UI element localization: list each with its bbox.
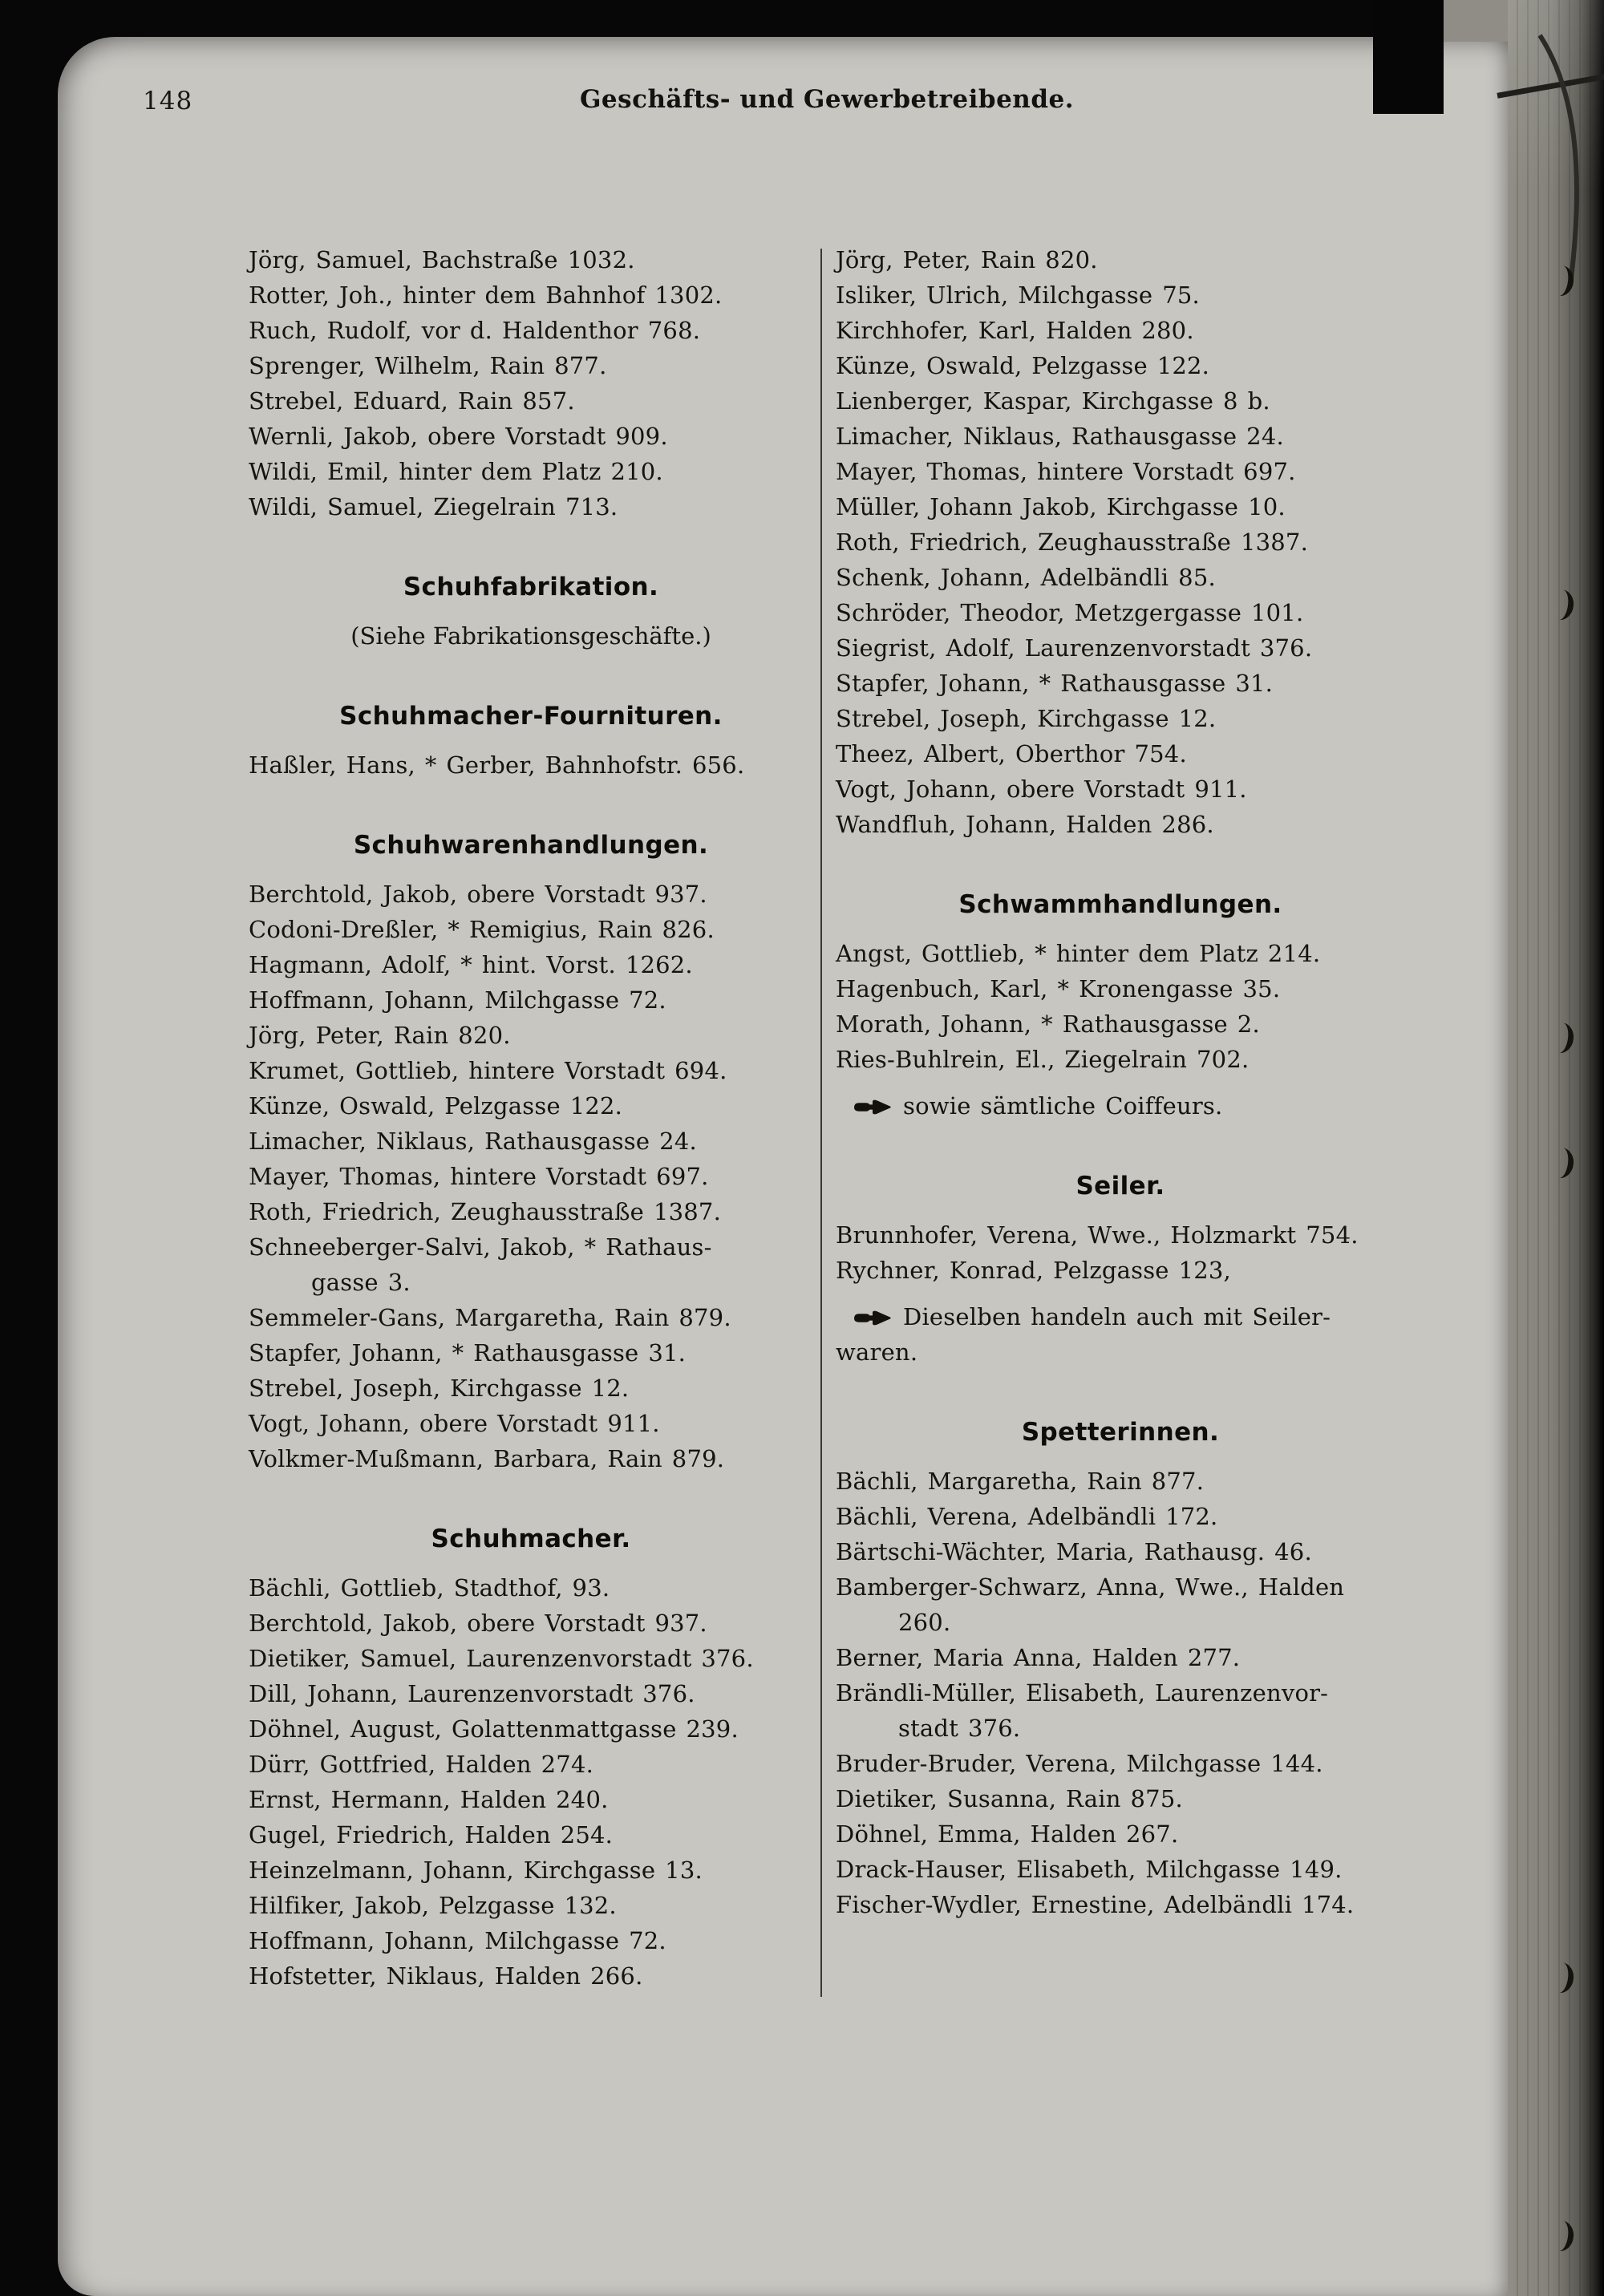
directory-entry: Volkmer-Mußmann, Barbara, Rain 879. xyxy=(249,1445,725,1472)
directory-entry: Rychner, Konrad, Pelzgasse 123, xyxy=(836,1257,1231,1284)
directory-entry: Wildi, Samuel, Ziegelrain 713. xyxy=(249,493,618,520)
section-heading: Schuhwarenhandlungen. xyxy=(353,831,709,860)
directory-entry: Berchtold, Jakob, obere Vorstadt 937. xyxy=(249,1610,707,1637)
directory-entry: Döhnel, August, Golattenmattgasse 239. xyxy=(249,1715,739,1743)
directory-entry: Künze, Oswald, Pelzgasse 122. xyxy=(249,1092,623,1120)
entry-group xyxy=(249,242,813,524)
page-header-row xyxy=(143,85,1405,124)
directory-entry: Hoffmann, Johann, Milchgasse 72. xyxy=(249,1927,666,1954)
directory-entry: Berchtold, Jakob, obere Vorstadt 937. xyxy=(249,881,707,908)
entry-group xyxy=(836,242,1405,842)
directory-entry: Limacher, Niklaus, Rathausgasse 24. xyxy=(249,1128,697,1155)
entry-group xyxy=(249,747,813,783)
directory-entry: Heinzelmann, Johann, Kirchgasse 13. xyxy=(249,1857,703,1884)
directory-entry: Gugel, Friedrich, Halden 254. xyxy=(249,1821,614,1849)
section-heading: Schuhmacher-Fournituren. xyxy=(339,702,723,731)
page-edge-top xyxy=(1444,0,1508,42)
directory-entry: Ernst, Hermann, Halden 240. xyxy=(249,1786,609,1813)
directory-entry: Hoffmann, Johann, Milchgasse 72. xyxy=(249,986,666,1014)
right-column xyxy=(836,242,1405,1922)
directory-entry: Stapfer, Johann, * Rathausgasse 31. xyxy=(836,670,1274,697)
page-curl-line xyxy=(1529,34,1604,290)
directory-entry: Drack-Hauser, Elisabeth, Milchgasse 149. xyxy=(836,1856,1343,1883)
directory-entry: Ries-Buhlrein, El., Ziegelrain 702. xyxy=(836,1046,1250,1073)
directory-entry: Brändli-Müller, Elisabeth, Laurenzenvor- xyxy=(836,1679,1329,1707)
paper-page xyxy=(58,37,1508,2296)
directory-entry: Roth, Friedrich, Zeughausstraße 1387. xyxy=(836,528,1308,556)
directory-entry: Bärtschi-Wächter, Maria, Rathausg. 46. xyxy=(836,1538,1312,1565)
directory-entry-continuation: 260. xyxy=(898,1609,951,1636)
book-corner-shadow xyxy=(1373,0,1444,114)
directory-entry: Wandfluh, Johann, Halden 286. xyxy=(836,811,1214,838)
directory-entry: Angst, Gottlieb, * hinter dem Platz 214. xyxy=(836,940,1321,967)
directory-entry: Bächli, Margaretha, Rain 877. xyxy=(836,1468,1205,1495)
directory-entry: Künze, Oswald, Pelzgasse 122. xyxy=(836,352,1210,379)
directory-entry: Haßler, Hans, * Gerber, Bahnhofstr. 656. xyxy=(249,751,745,779)
directory-entry-continuation: stadt 376. xyxy=(898,1715,1021,1742)
directory-entry: Stapfer, Johann, * Rathausgasse 31. xyxy=(249,1339,687,1367)
directory-entry: Berner, Maria Anna, Halden 277. xyxy=(836,1644,1241,1671)
directory-entry: Codoni-Dreßler, * Remigius, Rain 826. xyxy=(249,916,715,943)
directory-entry: Theez, Albert, Oberthor 754. xyxy=(836,740,1187,767)
directory-entry: Roth, Friedrich, Zeughausstraße 1387. xyxy=(249,1198,721,1225)
directory-entry: Mayer, Thomas, hintere Vorstadt 697. xyxy=(836,458,1296,485)
directory-entry: Fischer-Wydler, Ernestine, Adelbändli 174. xyxy=(836,1891,1355,1918)
directory-entry: Müller, Johann Jakob, Kirchgasse 10. xyxy=(836,493,1286,520)
section-heading: Schuhmacher. xyxy=(431,1525,631,1553)
entry-group xyxy=(836,1464,1405,1922)
directory-entry: sowie sämtliche Coiffeurs. xyxy=(836,1088,1405,1124)
page-number: 148 xyxy=(143,87,193,115)
directory-entry: Schenk, Johann, Adelbändli 85. xyxy=(836,564,1216,591)
directory-entry: Jörg, Peter, Rain 820. xyxy=(836,246,1098,273)
hand-note xyxy=(836,1088,1405,1124)
section-heading: Schuhfabrikation. xyxy=(403,573,659,601)
directory-entry: Hilfiker, Jakob, Pelzgasse 132. xyxy=(249,1892,617,1919)
directory-entry: Semmeler-Gans, Margaretha, Rain 879. xyxy=(249,1304,731,1331)
directory-entry: Rotter, Joh., hinter dem Bahnhof 1302. xyxy=(249,281,723,309)
directory-entry: Hofstetter, Niklaus, Halden 266. xyxy=(249,1962,643,1990)
entry-group xyxy=(836,1217,1405,1288)
directory-entry: Bächli, Gottlieb, Stadthof, 93. xyxy=(249,1574,610,1602)
directory-entry: Strebel, Joseph, Kirchgasse 12. xyxy=(249,1375,630,1402)
directory-entry: Dietiker, Samuel, Laurenzenvorstadt 376. xyxy=(249,1645,754,1672)
page-edges xyxy=(1508,0,1604,2296)
directory-entry: Limacher, Niklaus, Rathausgasse 24. xyxy=(836,423,1284,450)
directory-entry: Schröder, Theodor, Metzgergasse 101. xyxy=(836,599,1304,626)
directory-entry: Strebel, Joseph, Kirchgasse 12. xyxy=(836,705,1217,732)
directory-entry: Kirchhofer, Karl, Halden 280. xyxy=(836,317,1194,344)
directory-entry: Siegrist, Adolf, Laurenzenvorstadt 376. xyxy=(836,634,1313,662)
directory-entry: Isliker, Ulrich, Milchgasse 75. xyxy=(836,281,1200,309)
directory-entry: Brunnhofer, Verena, Wwe., Holzmarkt 754. xyxy=(836,1221,1359,1249)
directory-entry: Sprenger, Wilhelm, Rain 877. xyxy=(249,352,607,379)
directory-entry: Lienberger, Kaspar, Kirchgasse 8 b. xyxy=(836,387,1270,415)
running-header: Geschäfts- und Gewerbetreibende. xyxy=(579,85,1075,114)
directory-entry: Ruch, Rudolf, vor d. Haldenthor 768. xyxy=(249,317,701,344)
column-divider-rule xyxy=(820,249,822,1997)
section-note: (Siehe Fabrikationsgeschäfte.) xyxy=(350,622,711,650)
directory-entry: Hagenbuch, Karl, * Kronengasse 35. xyxy=(836,975,1281,1002)
manicule-right-icon xyxy=(853,1310,892,1326)
section-heading: Spetterinnen. xyxy=(1021,1418,1220,1447)
directory-entry: Strebel, Eduard, Rain 857. xyxy=(249,387,575,415)
directory-entry: Jörg, Samuel, Bachstraße 1032. xyxy=(249,246,635,273)
left-column xyxy=(249,242,813,1994)
directory-entry: Dietiker, Susanna, Rain 875. xyxy=(836,1785,1183,1812)
directory-entry: waren. xyxy=(836,1338,918,1366)
section-heading: Seiler. xyxy=(1075,1172,1165,1201)
entry-group xyxy=(249,1570,813,1994)
entry-group xyxy=(836,936,1405,1077)
directory-entry: Dieselben handeln auch mit Seiler- xyxy=(836,1299,1405,1334)
directory-entry: Wildi, Emil, hinter dem Platz 210. xyxy=(249,458,663,485)
directory-entry: Vogt, Johann, obere Vorstadt 911. xyxy=(836,775,1247,803)
directory-entry: Bächli, Verena, Adelbändli 172. xyxy=(836,1503,1218,1530)
directory-entry: Döhnel, Emma, Halden 267. xyxy=(836,1820,1179,1848)
directory-entry: Jörg, Peter, Rain 820. xyxy=(249,1022,511,1049)
directory-entry: Vogt, Johann, obere Vorstadt 911. xyxy=(249,1410,660,1437)
directory-entry: Mayer, Thomas, hintere Vorstadt 697. xyxy=(249,1163,709,1190)
directory-entry: Schneeberger-Salvi, Jakob, * Rathaus- xyxy=(249,1233,712,1261)
directory-entry: Bamberger-Schwarz, Anna, Wwe., Halden xyxy=(836,1573,1345,1601)
entry-group xyxy=(249,877,813,1476)
hand-note xyxy=(836,1299,1405,1370)
directory-entry: Morath, Johann, * Rathausgasse 2. xyxy=(836,1010,1260,1038)
directory-entry: Bruder-Bruder, Verena, Milchgasse 144. xyxy=(836,1750,1323,1777)
directory-entry: Dürr, Gottfried, Halden 274. xyxy=(249,1751,594,1778)
directory-entry: Krumet, Gottlieb, hintere Vorstadt 694. xyxy=(249,1057,727,1084)
directory-entry-continuation: gasse 3. xyxy=(311,1269,411,1296)
section-heading: Schwammhandlungen. xyxy=(958,890,1282,919)
directory-entry: Wernli, Jakob, obere Vorstadt 909. xyxy=(249,423,668,450)
directory-entry: Dill, Johann, Laurenzenvorstadt 376. xyxy=(249,1680,695,1707)
manicule-right-icon xyxy=(853,1099,892,1116)
directory-entry: Hagmann, Adolf, * hint. Vorst. 1262. xyxy=(249,951,693,978)
